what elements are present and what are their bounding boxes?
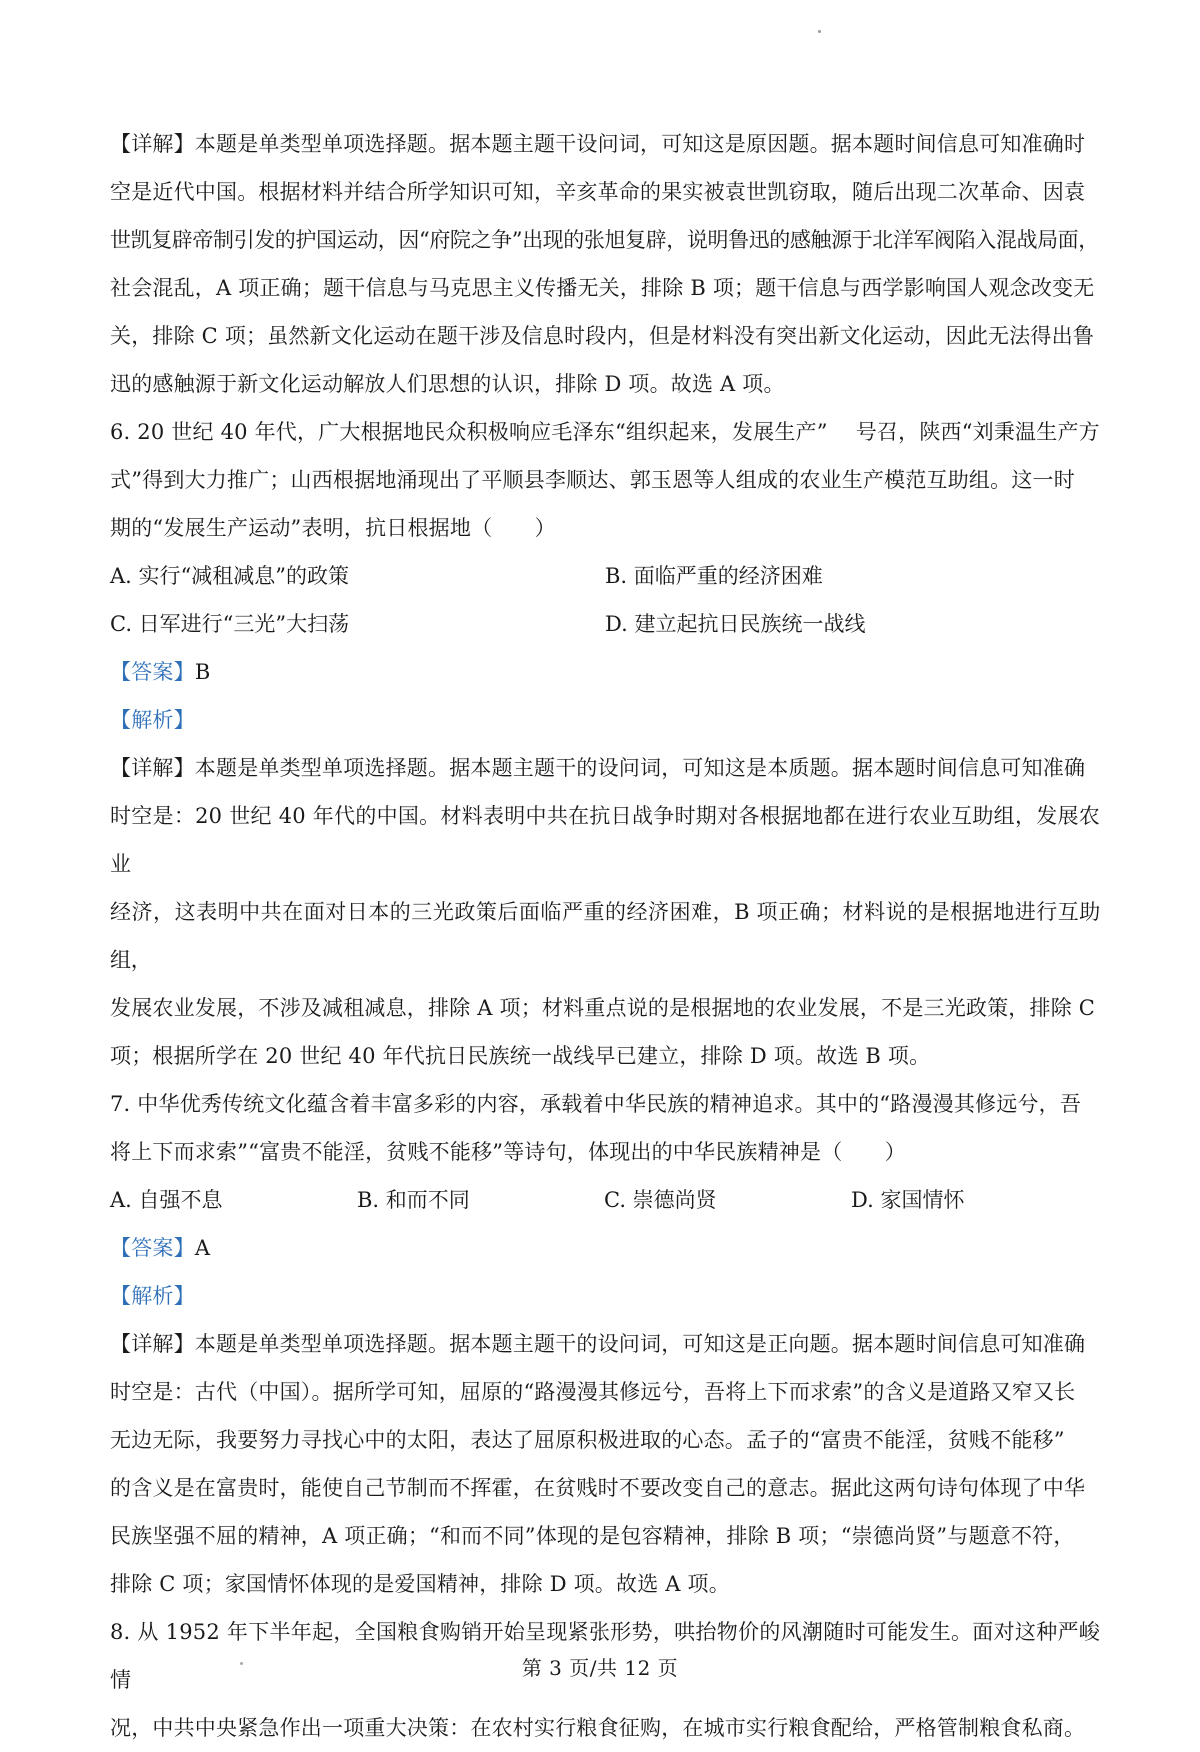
option-d: D. 建立起抗日民族统一战线: [605, 612, 866, 636]
question-6: [110, 408, 1100, 1080]
analysis-line: [110, 696, 1100, 744]
question-stem-line: 式”得到大力推广；山西根据地涌现出了平顺县李顺达、郭玉恩等人组成的农业生产模范互助组。这一时: [110, 468, 1075, 492]
option-b: B. 面临严重的经济困难: [605, 564, 823, 588]
q5-detail: [110, 120, 1100, 408]
analysis-tag: 【解析】: [110, 1284, 195, 1308]
option-a: A. 自强不息: [110, 1188, 223, 1212]
text-line: 【详解】本题是单类型单项选择题。据本题主题干的设问词，可知这是本质题。据本题时间信息可知准确: [110, 756, 1086, 780]
answer-value: B: [194, 660, 211, 684]
answer-tag: 【答案】: [110, 1236, 195, 1260]
option-c: C. 崇德尚贤: [604, 1188, 717, 1212]
text-line: 世凯复辟帝制引发的护国运动，因“府院之争”出现的张旭复辟，说明鲁迅的感触源于北洋军阀陷入混战局面，: [110, 228, 1099, 252]
text-line: 时空是：20 世纪 40 年代的中国。材料表明中共在抗日战争时期对各根据地都在进行农业互助组，发展农业: [110, 804, 1100, 876]
question-stem-line: 8. 从 1952 年下半年起，全国粮食购销开始呈现紧张形势，哄抬物价的风潮随时可能发生。面对这种严峻情: [110, 1620, 1100, 1692]
text-line: 时空是：古代（中国）。据所学可知，屈原的“路漫漫其修远兮，吾将上下而求索”的含义是道路又窄又长: [110, 1380, 1076, 1404]
question-stem-line: 6. 20 世纪 40 年代，广大根据地民众积极响应毛泽东“组织起来，发展生产” 号召，陕西“刘秉温生产方: [110, 420, 1100, 444]
question-stem-line: 况，中共中央紧急作出一项重大决策：在农村实行粮食征购，在城市实行粮食配给，严格管制粮食私商。: [110, 1716, 1086, 1740]
text-line: 迅的感触源于新文化运动解放人们思想的认识，排除 D 项。故选 A 项。: [110, 372, 785, 396]
text-line: 项；根据所学在 20 世纪 40 年代抗日民族统一战线早已建立，排除 D 项。故选 B 项。: [110, 1044, 931, 1068]
question-stem-line: 期的“发展生产运动”表明，抗日根据地（ ）: [110, 516, 556, 540]
option-b: B. 和而不同: [357, 1188, 470, 1212]
text-line: 发展农业发展，不涉及减租减息，排除 A 项；材料重点说的是根据地的农业发展，不是三光政策，排除 C: [110, 996, 1096, 1020]
analysis-tag: 【解析】: [110, 708, 195, 732]
question-stem-line: 7. 中华优秀传统文化蕴含着丰富多彩的内容，承载着中华民族的精神追求。其中的“路漫漫其修远兮，吾: [110, 1092, 1082, 1116]
text-line: 空是近代中国。根据材料并结合所学知识可知，辛亥革命的果实被袁世凯窃取，随后出现二次革命、因袁: [110, 180, 1086, 204]
page-footer: 第 3 页/共 12 页: [521, 1656, 679, 1680]
q7-options-row: [110, 1176, 1100, 1224]
question-7: [110, 1080, 1100, 1608]
text-line: 关，排除 C 项；虽然新文化运动在题干涉及信息时段内，但是材料没有突出新文化运动，因此无法得出鲁: [110, 324, 1095, 348]
answer-line: [110, 648, 1100, 696]
scan-dot: [818, 30, 821, 33]
answer-line: [110, 1224, 1100, 1272]
text-line: 【详解】本题是单类型单项选择题。据本题主题干设问词，可知这是原因题。据本题时间信息可知准确时: [110, 132, 1086, 156]
analysis-line: [110, 1272, 1100, 1320]
text-line: 民族坚强不屈的精神，A 项正确；“和而不同”体现的是包容精神，排除 B 项；“崇德尚贤”与题意不符，: [110, 1524, 1075, 1548]
text-line: 社会混乱，A 项正确；题干信息与马克思主义传播无关，排除 B 项；题干信息与西学影响国人观念改变无: [110, 276, 1095, 300]
answer-value: A: [194, 1236, 211, 1260]
page-content: [110, 120, 1100, 1752]
text-line: 的含义是在富贵时，能使自己节制而不挥霍，在贫贱时不要改变自己的意志。据此这两句诗句体现了中华: [110, 1476, 1086, 1500]
q6-options-row-2: [110, 600, 1100, 648]
text-line: 【详解】本题是单类型单项选择题。据本题主题干的设问词，可知这是正向题。据本题时间信息可知准确: [110, 1332, 1086, 1356]
option-c: C. 日军进行“三光”大扫荡: [110, 612, 350, 636]
text-line: 排除 C 项；家国情怀体现的是爱国精神，排除 D 项。故选 A 项。: [110, 1572, 730, 1596]
text-line: 经济，这表明中共在面对日本的三光政策后面临严重的经济困难，B 项正确；材料说的是根据地进行互助组，: [110, 900, 1100, 972]
text-line: 无边无际，我要努力寻找心中的太阳，表达了屈原积极进取的心态。孟子的“富贵不能淫，贫贱不能移”: [110, 1428, 1065, 1452]
option-d: D. 家国情怀: [851, 1188, 965, 1212]
question-stem-line: 将上下而求索”“富贵不能淫，贫贱不能移”等诗句，体现出的中华民族精神是（ ）: [110, 1140, 907, 1164]
q6-options-row-1: [110, 552, 1100, 600]
answer-tag: 【答案】: [110, 660, 195, 684]
option-a: A. 实行“减租减息”的政策: [110, 564, 349, 588]
